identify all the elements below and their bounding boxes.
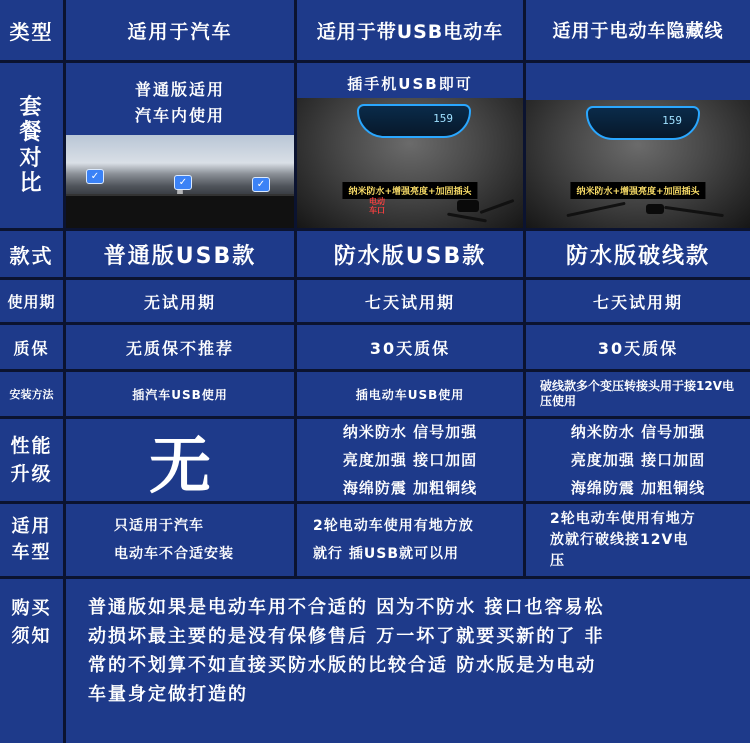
notice-label — [0, 579, 63, 743]
meter-value: 159 — [433, 112, 453, 125]
col-header-hidden-wire: 适用于电动车隐藏线 — [526, 0, 750, 60]
upgrade-line: 海绵防震 加粗铜线 — [342, 479, 478, 497]
ebike-hidden-wire-photo — [526, 100, 750, 228]
feature-banner: 纳米防水+增强亮度+加固插头 — [570, 182, 705, 199]
install-col3: 破线款多个变压转接头用于接12V电压使用 — [526, 372, 750, 416]
meter-value: 159 — [662, 114, 682, 127]
models-line: 只适用于汽车 — [114, 518, 204, 534]
models-label — [0, 504, 63, 576]
col-header-car: 适用于汽车 — [66, 0, 294, 60]
label-char: 比 — [19, 170, 44, 196]
check-icon: ✓ — [86, 169, 104, 184]
usb-plug-note: 插手机USB即可 — [347, 75, 473, 93]
ebike-usb-photo — [297, 98, 523, 228]
style-waterproof-wire: 防水版破线款 — [526, 231, 750, 277]
car-dashboard-photo — [66, 135, 294, 228]
models-col3 — [526, 504, 750, 576]
label-line: 升级 — [10, 463, 53, 485]
col-header-usb-ebike: 适用于带USB电动车 — [297, 0, 523, 60]
trial-col3: 七天试用期 — [526, 280, 750, 322]
trial-label: 使用期 — [0, 280, 63, 322]
meter-screen — [586, 106, 700, 140]
models-col1 — [66, 504, 294, 576]
warranty-col3: 30天质保 — [526, 325, 750, 369]
label-line: 适用 — [11, 516, 52, 537]
notice-line: 动损坏最主要的是没有保修售后 万一坏了就要买新的了 非 — [88, 626, 605, 647]
warranty-label: 质保 — [0, 325, 63, 369]
models-line: 压 — [550, 552, 565, 569]
upgrade-label — [0, 419, 63, 501]
upgrade-line: 纳米防水 信号加强 — [570, 423, 706, 441]
label-line: 性能 — [10, 435, 53, 457]
upgrade-line: 纳米防水 信号加强 — [342, 423, 478, 441]
style-normal-usb: 普通版USB款 — [66, 231, 294, 277]
warranty-col2: 30天质保 — [297, 325, 523, 369]
meter-screen — [357, 104, 471, 138]
type-label: 类型 — [0, 0, 63, 60]
style-label: 款式 — [0, 231, 63, 277]
models-line: 就行 插USB就可以用 — [313, 546, 459, 562]
models-line: 2轮电动车使用有地方放 — [313, 518, 474, 534]
install-col2: 插电动车USB使用 — [297, 372, 523, 416]
notice-line: 常的不划算不如直接买防水版的比较合适 防水版是为电动 — [88, 655, 597, 676]
feature-banner: 纳米防水+增强亮度+加固插头 — [342, 182, 477, 199]
upgrade-col3 — [526, 419, 750, 501]
notice-line: 普通版如果是电动车用不合适的 因为不防水 接口也容易松 — [88, 597, 605, 618]
style-waterproof-usb: 防水版USB款 — [297, 231, 523, 277]
check-icon: ✓ — [252, 177, 270, 192]
notice-line: 车量身定做打造的 — [88, 684, 248, 705]
label-char: 对 — [19, 145, 44, 171]
label-char: 套 — [19, 94, 44, 120]
upgrade-line: 亮度加强 接口加固 — [342, 451, 478, 469]
trial-col1: 无试用期 — [66, 280, 294, 322]
install-col1: 插汽车USB使用 — [66, 372, 294, 416]
models-line: 电动车不合适安装 — [114, 546, 234, 562]
car-usage-line: 汽车内使用 — [134, 106, 225, 125]
upgrade-line: 海绵防震 加粗铜线 — [570, 479, 706, 497]
label-line: 须知 — [11, 626, 52, 647]
upgrade-none: 无 — [66, 419, 294, 501]
label-char: 餐 — [19, 120, 44, 146]
models-line: 放就行破线接12V电 — [550, 531, 689, 548]
trial-col2: 七天试用期 — [297, 280, 523, 322]
check-icon: ✓ — [174, 175, 192, 190]
models-line: 2轮电动车使用有地方 — [550, 510, 696, 527]
install-label: 安装方法 — [0, 372, 63, 416]
car-usage-line: 普通版适用 — [134, 80, 225, 99]
warranty-col1: 无质保不推荐 — [66, 325, 294, 369]
upgrade-line: 亮度加强 接口加固 — [570, 451, 706, 469]
models-col2 — [297, 504, 523, 576]
ebike-tag: 电动 车口 — [369, 197, 385, 215]
upgrade-col2 — [297, 419, 523, 501]
label-line: 车型 — [11, 542, 52, 563]
package-compare-label — [0, 63, 63, 228]
label-line: 购买 — [11, 598, 52, 619]
notice-text — [66, 579, 750, 743]
